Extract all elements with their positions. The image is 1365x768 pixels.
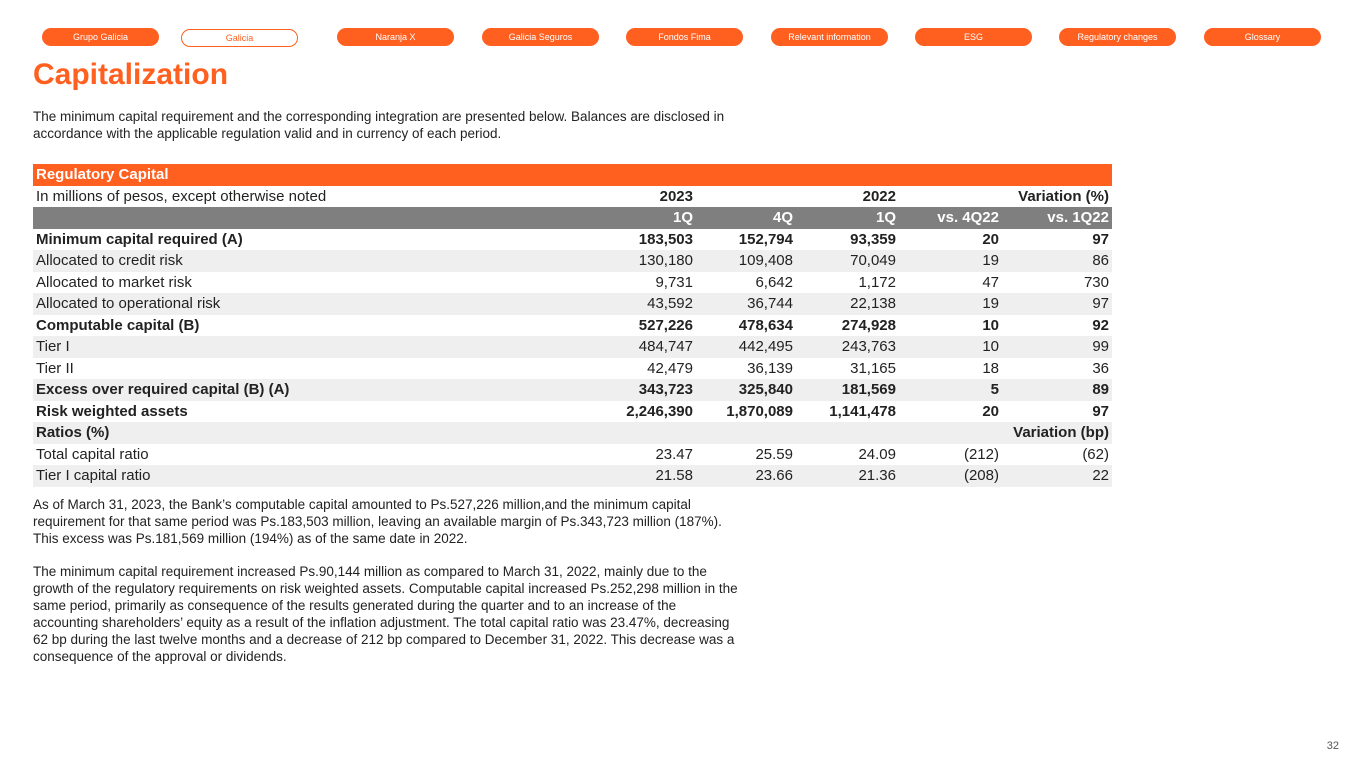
top-navigation (42, 28, 1321, 47)
year-2023: 2023 (659, 187, 693, 205)
variation-bp-label: Variation (bp) (899, 422, 1112, 444)
cell: 23.66 (696, 465, 796, 487)
cell: 47 (982, 273, 999, 291)
paragraph-computable-capital: As of March 31, 2023, the Bank’s computable capital amounted to Ps.527,226 million,and the minimum capital requirement for that same period was Ps.183,503 million, leaving an available margin of Ps.343,723 million (187%). This excess was Ps.181,569 million (194%) as of the same date in 2022. (33, 497, 722, 546)
year-2022: 2022 (862, 187, 896, 205)
nav-tab-fondos-fima[interactable]: Fondos Fima (626, 28, 743, 46)
table-row (33, 315, 1112, 337)
row-label: Excess over required capital (B) (A) (33, 379, 351, 401)
cell: 20 (982, 230, 999, 248)
cell: 9,731 (655, 273, 693, 291)
cell: (208) (899, 465, 1002, 487)
cell: 36 (1092, 359, 1109, 377)
row-label: Minimum capital required (A) (36, 230, 243, 248)
cell: 2,246,390 (626, 402, 693, 420)
table-row (33, 358, 1112, 380)
cell: 36,139 (747, 359, 793, 377)
cell: 10 (899, 336, 1002, 358)
cell: 10 (982, 316, 999, 334)
nav-tab-esg[interactable]: ESG (915, 28, 1032, 46)
table-row (33, 379, 1112, 401)
col-vs-4q22: vs. 4Q22 (899, 207, 1002, 229)
cell: 243,763 (796, 336, 899, 358)
col-1q23: 1Q (351, 207, 696, 229)
cell: 730 (1083, 273, 1109, 291)
page-title: Capitalization (33, 58, 229, 91)
row-label: Tier II (36, 359, 74, 377)
cell: 152,794 (738, 230, 793, 248)
cell: 527,226 (638, 316, 693, 334)
row-label: Computable capital (B) (36, 316, 200, 334)
cell: 86 (1002, 250, 1112, 272)
cell: 325,840 (696, 379, 796, 401)
cell: 99 (1002, 336, 1112, 358)
col-vs-1q22: vs. 1Q22 (1002, 207, 1112, 229)
row-label: Total capital ratio (36, 445, 149, 463)
cell: 343,723 (351, 379, 696, 401)
cell: 19 (899, 293, 1002, 315)
ratios-label: Ratios (%) (33, 422, 351, 444)
cell: 97 (1002, 293, 1112, 315)
cell: 1,172 (858, 273, 896, 291)
cell: 442,495 (696, 336, 796, 358)
cell: 89 (1002, 379, 1112, 401)
table-row (33, 444, 1112, 466)
cell: 181,569 (796, 379, 899, 401)
cell: 92 (1092, 316, 1109, 334)
cell: 484,747 (351, 336, 696, 358)
nav-tab-naranja-x[interactable]: Naranja X (337, 28, 454, 46)
cell: 97 (1092, 230, 1109, 248)
table-row (33, 401, 1112, 423)
cell: 93,359 (850, 230, 896, 248)
table-row (33, 250, 1112, 272)
table-row (33, 465, 1112, 487)
cell: 274,928 (841, 316, 896, 334)
row-label: Allocated to market risk (36, 273, 192, 291)
nav-tab-glossary[interactable]: Glossary (1204, 28, 1321, 46)
table-years-row (33, 186, 1112, 208)
intro-text: The minimum capital requirement and the corresponding integration are presented below. Balances are disclosed in accordance with the applicable regulation valid and in currency of each period. (33, 109, 725, 141)
cell: 36,744 (696, 293, 796, 315)
cell: 23.47 (655, 445, 693, 463)
cell: (212) (963, 445, 999, 463)
table-row (33, 229, 1112, 251)
table-column-header-row (33, 207, 1112, 229)
row-label: Allocated to operational risk (33, 293, 351, 315)
cell: 31,165 (850, 359, 896, 377)
cell: 97 (1092, 402, 1109, 420)
ratios-header-row (33, 422, 1112, 444)
cell: 1,870,089 (726, 402, 793, 420)
cell: 130,180 (351, 250, 696, 272)
cell: 21.36 (796, 465, 899, 487)
table-row (33, 293, 1112, 315)
table-row (33, 336, 1112, 358)
units-label: In millions of pesos, except otherwise noted (36, 187, 327, 205)
table-title-row (33, 164, 1112, 186)
cell: 183,503 (638, 230, 693, 248)
paragraph-capital-requirement: The minimum capital requirement increased Ps.90,144 million as compared to March 31, 2022, mainly due to the growth of the regulatory requirements on risk weighted assets. Computable capital increased Ps.252,298 million in the same period, primarily as consequence of the results generated during the quarter and to an increase of the accounting shareholders’ equity as a result of the inflation adjustment. The total capital ratio was 23.47%, decreasing 62 bp during the last twelve months and a decrease of 212 bp compared to December 31, 2022. This decrease was a consequence of the approval or dividends. (33, 564, 738, 664)
nav-tab-regulatory-changes[interactable]: Regulatory changes (1059, 28, 1176, 46)
col-4q22: 4Q (696, 207, 796, 229)
cell: 25.59 (755, 445, 793, 463)
col-1q22: 1Q (796, 207, 899, 229)
page-number: 32 (1326, 740, 1339, 752)
cell: 18 (982, 359, 999, 377)
cell: 24.09 (858, 445, 896, 463)
cell: 43,592 (351, 293, 696, 315)
nav-tab-relevant-information[interactable]: Relevant information (771, 28, 888, 46)
cell: 6,642 (755, 273, 793, 291)
cell: 20 (982, 402, 999, 420)
nav-tab-galicia-seguros[interactable]: Galicia Seguros (482, 28, 599, 46)
cell: 22,138 (796, 293, 899, 315)
cell: 478,634 (738, 316, 793, 334)
cell: 19 (899, 250, 1002, 272)
cell: 42,479 (647, 359, 693, 377)
cell: (62) (1082, 445, 1109, 463)
cell: 1,141,478 (829, 402, 896, 420)
row-label: Risk weighted assets (36, 402, 188, 420)
nav-tab-grupo-galicia[interactable]: Grupo Galicia (42, 28, 159, 46)
row-label: Allocated to credit risk (33, 250, 351, 272)
regulatory-capital-table (33, 164, 1112, 487)
cell: 5 (899, 379, 1002, 401)
cell: 22 (1002, 465, 1112, 487)
row-label: Tier I (33, 336, 351, 358)
cell: 21.58 (351, 465, 696, 487)
cell: 109,408 (696, 250, 796, 272)
row-label: Tier I capital ratio (33, 465, 351, 487)
cell: 70,049 (796, 250, 899, 272)
nav-tab-galicia[interactable]: Galicia (181, 29, 298, 47)
table-row (33, 272, 1112, 294)
variation-pct-label: Variation (%) (1018, 187, 1109, 205)
table-title: Regulatory Capital (33, 164, 1112, 186)
